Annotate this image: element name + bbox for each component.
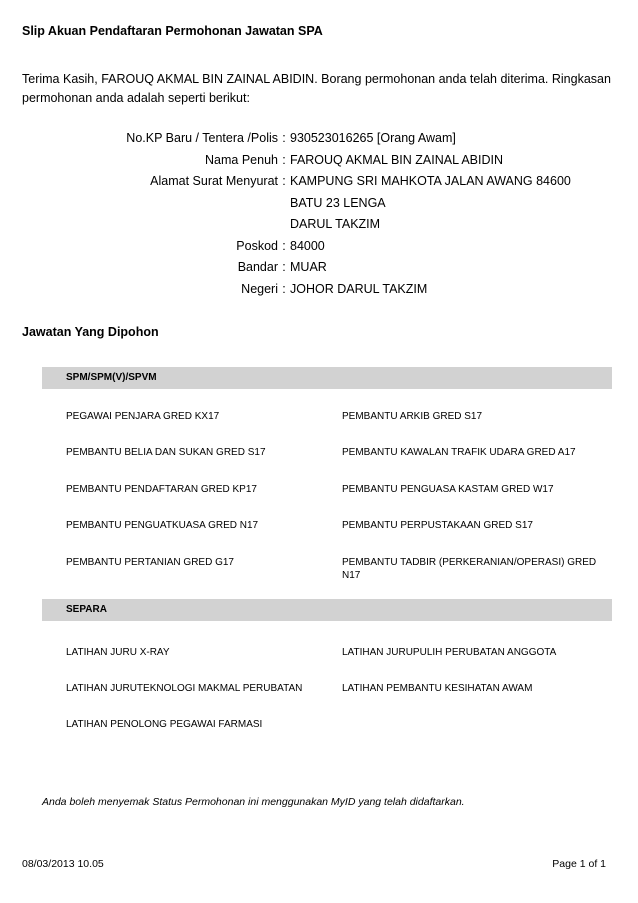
detail-row xyxy=(22,128,622,150)
page-title: Slip Akuan Pendaftaran Permohonan Jawatan SPA xyxy=(22,24,323,38)
detail-label: Bandar xyxy=(237,260,278,274)
job-item: LATIHAN PEMBANTU KESIHATAN AWAM xyxy=(342,683,533,694)
applicant-details xyxy=(22,128,622,300)
detail-separator: : xyxy=(282,152,286,167)
detail-separator: : xyxy=(282,281,286,296)
job-item: LATIHAN PENOLONG PEGAWAI FARMASI xyxy=(66,719,263,730)
detail-value: BATU 23 LENGA xyxy=(290,195,386,210)
job-item: PEMBANTU PERTANIAN GRED G17 xyxy=(66,557,234,568)
detail-label xyxy=(22,214,278,236)
detail-label xyxy=(22,193,278,215)
job-item: PEMBANTU PENGUASA KASTAM GRED W17 xyxy=(342,484,554,495)
detail-value: FAROUQ AKMAL BIN ZAINAL ABIDIN xyxy=(290,152,504,167)
detail-label: No.KP Baru / Tentera /Polis xyxy=(126,131,278,145)
detail-separator: : xyxy=(282,260,286,274)
job-item: PEMBANTU PENGUATKUASA GRED N17 xyxy=(66,520,259,531)
job-item: LATIHAN JURUTEKNOLOGI MAKMAL PERUBATAN xyxy=(66,683,303,694)
job-item: PEMBANTU BELIA DAN SUKAN GRED S17 xyxy=(66,447,266,458)
job-item: PEGAWAI PENJARA GRED KX17 xyxy=(66,411,220,422)
status-note: Anda boleh menyemak Status Permohonan ini menggunakan MyID yang telah didaftarkan. xyxy=(42,796,465,808)
footer-page-number: Page 1 of 1 xyxy=(552,858,606,870)
job-item: PEMBANTU PENDAFTARAN GRED KP17 xyxy=(66,484,257,495)
detail-value: JOHOR DARUL TAKZIM xyxy=(290,281,428,296)
detail-row xyxy=(22,171,622,193)
detail-separator xyxy=(278,193,290,215)
detail-value: KAMPUNG SRI MAHKOTA JALAN AWANG 84600 xyxy=(290,174,571,188)
detail-row xyxy=(22,279,622,301)
job-item: LATIHAN JURU X-RAY xyxy=(66,647,170,658)
detail-separator xyxy=(278,214,290,236)
intro-text: Terima Kasih, FAROUQ AKMAL BIN ZAINAL ABIDIN. Borang permohonan anda telah diterima. Ringkasan permohonan anda adalah seperti berikut: xyxy=(22,72,611,105)
group-header-separa xyxy=(42,599,612,621)
group-name: SPM/SPM(V)/SPVM xyxy=(66,372,157,383)
detail-separator: : xyxy=(282,131,286,145)
job-item: PEMBANTU PERPUSTAKAAN GRED S17 xyxy=(342,520,533,531)
job-item: PEMBANTU KAWALAN TRAFIK UDARA GRED A17 xyxy=(342,447,576,458)
detail-value: 930523016265 [Orang Awam] xyxy=(290,131,456,145)
detail-label: Alamat Surat Menyurat xyxy=(150,174,278,188)
detail-row xyxy=(22,193,622,215)
detail-row xyxy=(22,150,622,172)
detail-value: MUAR xyxy=(290,260,327,274)
job-item: LATIHAN JURUPULIH PERUBATAN ANGGOTA xyxy=(342,647,557,658)
detail-row xyxy=(22,236,622,258)
detail-label: Poskod xyxy=(236,238,278,253)
detail-separator: : xyxy=(282,238,286,253)
footer-datetime: 08/03/2013 10.05 xyxy=(22,858,104,870)
detail-separator: : xyxy=(282,174,286,188)
detail-label: Nama Penuh xyxy=(205,152,278,167)
job-item: PEMBANTU TADBIR (PERKERANIAN/OPERASI) GRED N17 xyxy=(342,557,597,581)
detail-label: Negeri xyxy=(241,281,278,296)
detail-value: DARUL TAKZIM xyxy=(290,217,381,231)
job-item: PEMBANTU ARKIB GRED S17 xyxy=(342,411,483,422)
detail-row xyxy=(22,214,622,236)
group-name: SEPARA xyxy=(66,604,107,615)
detail-row xyxy=(22,257,622,279)
group-header-spm xyxy=(42,367,612,389)
detail-value: 84000 xyxy=(290,238,325,253)
section-heading: Jawatan Yang Dipohon xyxy=(22,325,159,339)
